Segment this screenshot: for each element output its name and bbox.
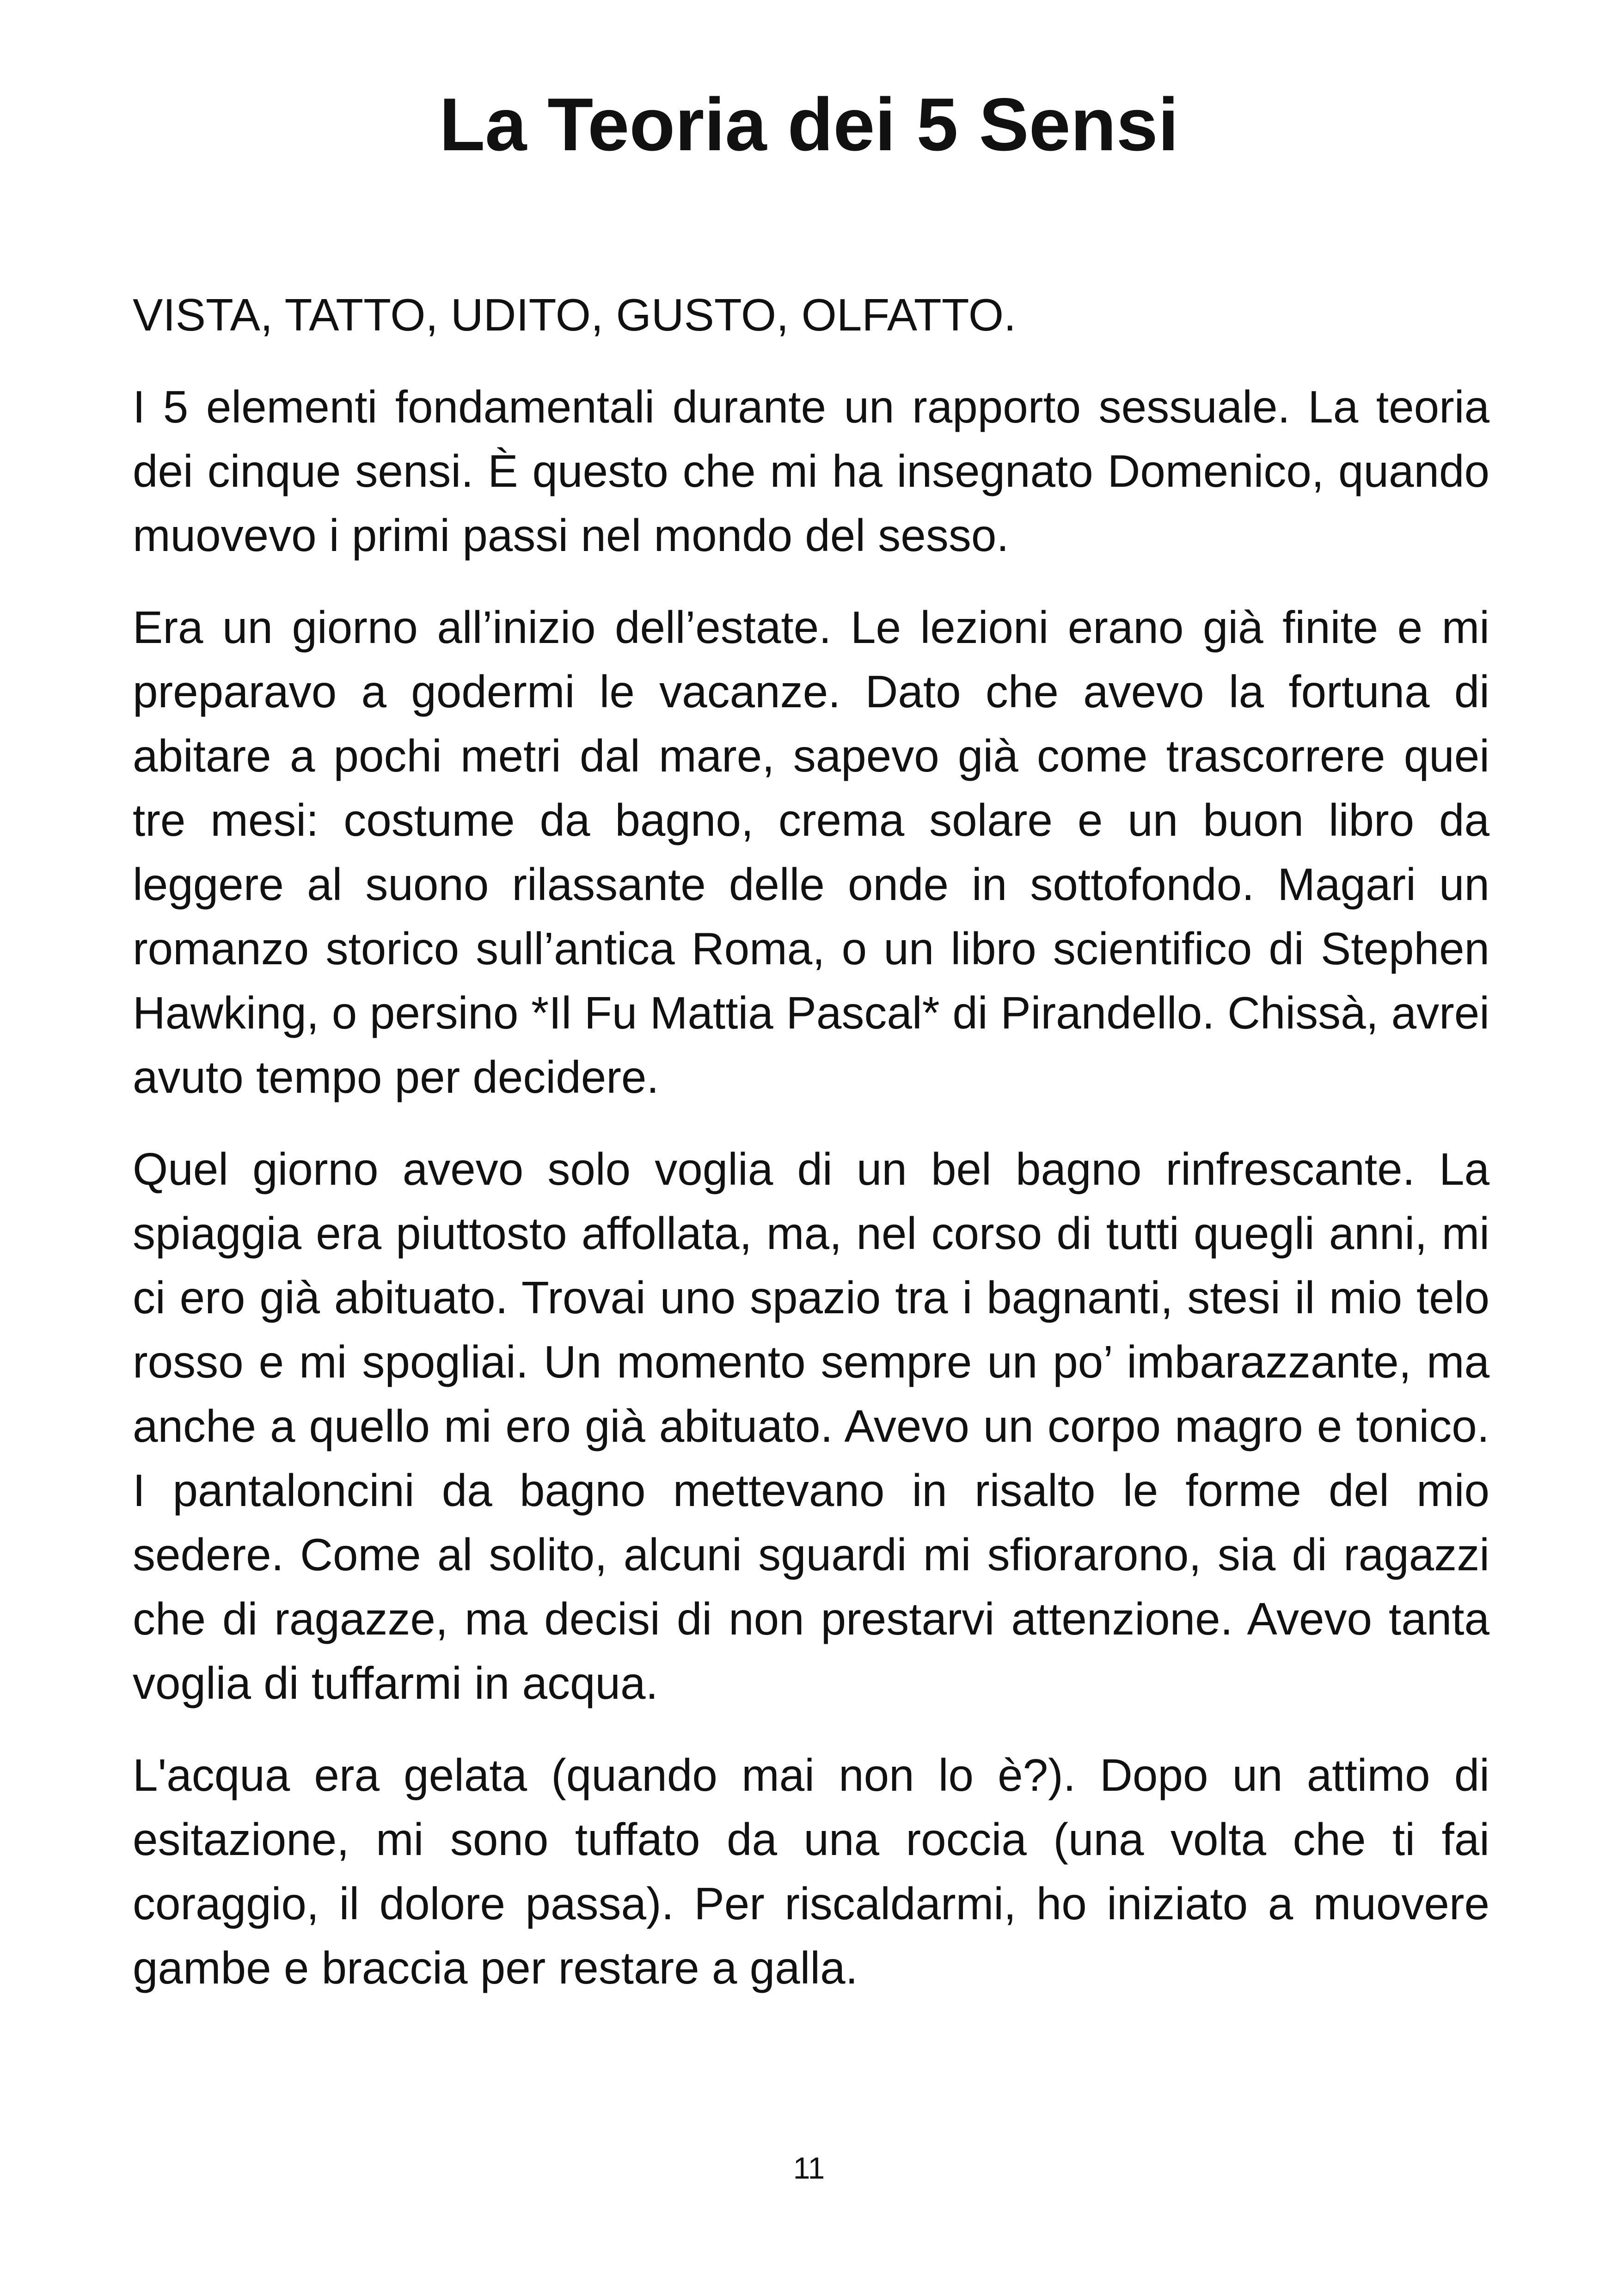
paragraph: I 5 elementi fondamentali durante un rapporto sessuale. La teoria dei cinque sensi. È questo che mi ha insegnato Domenico, quando muovevo i primi passi nel mondo del sesso.: [133, 381, 1489, 561]
paragraph: Quel giorno avevo solo voglia di un bel bagno rinfrescante. La spiaggia era piuttosto affollata, ma, nel corso di tutti quegli anni, mi ci ero già abituato. Trovai uno spazio tra i bagnanti, stesi il mio telo rosso e mi spogliai. Un momento sempre un po’ imbarazzante, ma anche a quello mi ero già abituato. Avevo un corpo magro e tonico. I pantaloncini da bagno mettevano in risalto le forme del mio sedere. Come al solito, alcuni sguardi mi sfiorarono, sia di ragazzi che di ragazze, ma decisi di non prestarvi attenzione. Avevo tanta voglia di tuffarmi in acqua.: [133, 1144, 1489, 1708]
paragraph: Era un giorno all’inizio dell’estate. Le lezioni erano già finite e mi preparavo a godermi le vacanze. Dato che avevo la fortuna di abitare a pochi metri dal mare, sapevo già come trascorrere quei tre mesi: costume da bagno, crema solare e un buon libro da leggere al suono rilassante delle onde in sottofondo. Magari un romanzo storico sull’antica Roma, o un libro scientifico di Stephen Hawking, o persino *Il Fu Mattia Pascal* di Pirandello. Chissà, avrei avuto tempo per decidere.: [133, 602, 1489, 1102]
paragraph: VISTA, TATTO, UDITO, GUSTO, OLFATTO.: [133, 289, 1017, 340]
body-text: [133, 283, 1489, 2028]
page-number: 11: [793, 2151, 825, 2185]
page-title: La Teoria dei 5 Sensi: [439, 83, 1179, 166]
paragraph: L'acqua era gelata (quando mai non lo è?). Dopo un attimo di esitazione, mi sono tuffato da una roccia (una volta che ti fai coraggio, il dolore passa). Per riscaldarmi, ho iniziato a muovere gambe e braccia per restare a galla.: [133, 1750, 1489, 1993]
